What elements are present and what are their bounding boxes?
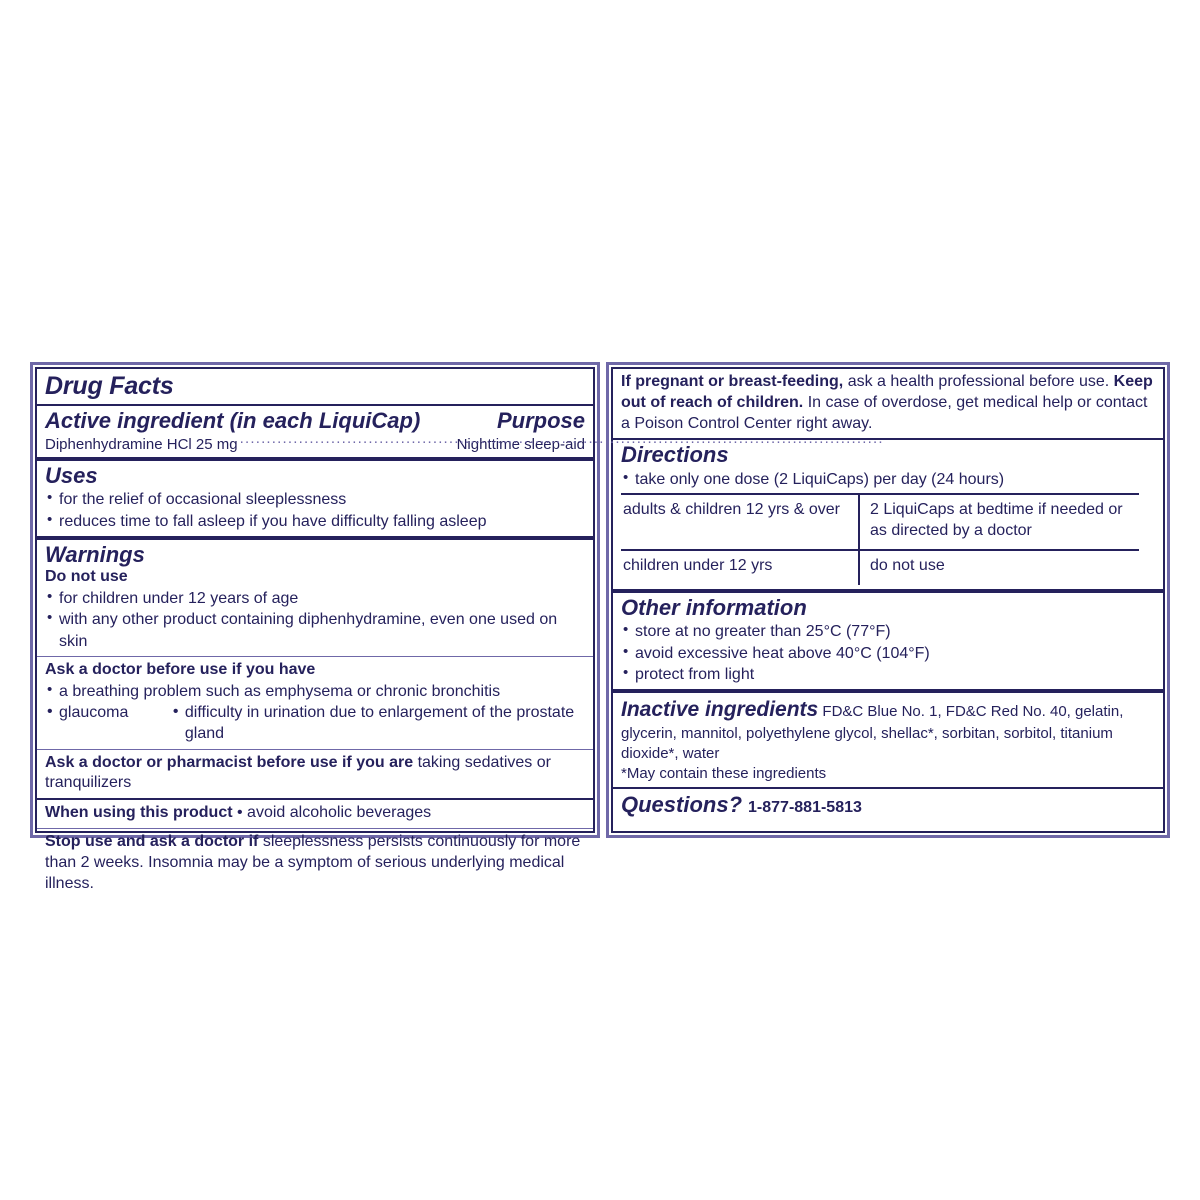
list-item: • for children under 12 years of age [45,588,585,609]
pregnancy-warning-section [613,369,1163,438]
ask-pharmacist-text: taking sedatives or tranquilizers [45,753,551,792]
drug-facts-title-block [37,369,593,404]
pregnancy-bold-lead: If pregnant or breast-feeding, [621,373,844,390]
questions-heading: Questions? [621,792,743,818]
active-ingredient-row [45,434,585,453]
list-item: • take only one dose (2 LiquiCaps) per day (24 hours) [621,469,1155,490]
dosing-table [621,493,1139,585]
table-row [621,494,1139,551]
do-not-use-label: Do not use [45,568,128,586]
warnings-heading: Warnings [45,541,145,567]
other-information-section [613,589,1163,689]
other-information-heading: Other information [621,595,807,621]
dose-who: children under 12 yrs [621,550,859,585]
ask-doctor-list [45,681,585,702]
inactive-ingredients-section [613,689,1163,787]
dose-who: adults & children 12 yrs & over [621,494,859,551]
active-ingredient-heading: Active ingredient (in each LiquiCap) [45,408,421,433]
ask-pharmacist-label: Ask a doctor or pharmacist before use if you are [45,753,414,771]
other-information-list [621,621,1155,685]
active-ingredient-purpose: Nighttime sleep-aid [456,436,585,454]
inactive-ingredients-text: FD&C Blue No. 1, FD&C Red No. 40, gelatin, glycerin, mannitol, polyethylene glycol, shellac*, sorbitan, sorbitol, titanium dioxide*, water [621,703,1124,762]
questions-phone-number: 1-877-881-5813 [748,799,862,817]
inactive-ingredients-heading: Inactive ingredients [621,698,819,722]
label-left-column [30,362,600,892]
when-using-section [37,798,593,828]
uses-section [37,457,593,536]
when-using-label: When using this product [45,804,233,822]
list-item: • difficulty in urination due to enlargement of the prostate gland [171,702,585,745]
ask-doctor-section [37,656,593,749]
keep-out-of-reach-label: Keep out of reach of children. [621,373,1153,411]
dose-amount: do not use [859,550,1139,585]
ask-pharmacist-section [37,749,593,799]
list-item: • a breathing problem such as emphysema or chronic bronchitis [45,681,585,702]
active-ingredient-section [37,404,593,457]
stop-use-label: Stop use and ask a doctor if [45,833,259,851]
directions-heading: Directions [621,442,729,468]
list-item: • store at no greater than 25°C (77°F) [621,621,1155,642]
overdose-text: In case of overdose, get medical help or contact a Poison Control Center right away. [621,393,1148,432]
questions-section [613,787,1163,822]
list-item: • glaucoma [45,702,128,745]
drug-facts-label [30,362,1170,892]
uses-list [45,489,585,532]
warnings-section [37,536,593,656]
list-item: • with any other product containing diphenhydramine, even one used on skin [45,609,585,652]
purpose-heading: Purpose [496,408,585,433]
list-item: • avoid excessive heat above 40°C (104°F) [621,643,1155,664]
do-not-use-list [45,588,585,652]
list-item: • for the relief of occasional sleeplessness [45,489,585,510]
uses-heading: Uses [45,463,98,489]
dot-leader [240,434,455,449]
directions-list [621,469,1155,490]
list-item: • protect from light [621,664,1155,685]
when-using-text: • avoid alcoholic beverages [237,804,432,822]
pregnancy-text-1: ask a health professional before use. [847,373,1110,390]
stop-use-text: sleeplessness persists continuously for more than 2 weeks. Insomnia may be a symptom of serious underlying medical illness. [45,833,581,892]
directions-section [613,438,1163,589]
stop-use-section [37,828,593,898]
ask-doctor-inline-list [45,702,585,745]
dosing-table-wrapper [621,493,1155,585]
active-ingredient-name: Diphenhydramine HCl 25 mg [45,436,238,454]
page-title: Drug Facts [45,372,174,400]
ask-doctor-label: Ask a doctor before use if you have [45,660,316,678]
table-row [621,550,1139,585]
dose-amount: 2 LiquiCaps at bedtime if needed or as directed by a doctor [859,494,1139,551]
inactive-ingredients-footnote: *May contain these ingredients [621,764,827,782]
list-item: • reduces time to fall asleep if you have difficulty falling asleep [45,511,585,532]
